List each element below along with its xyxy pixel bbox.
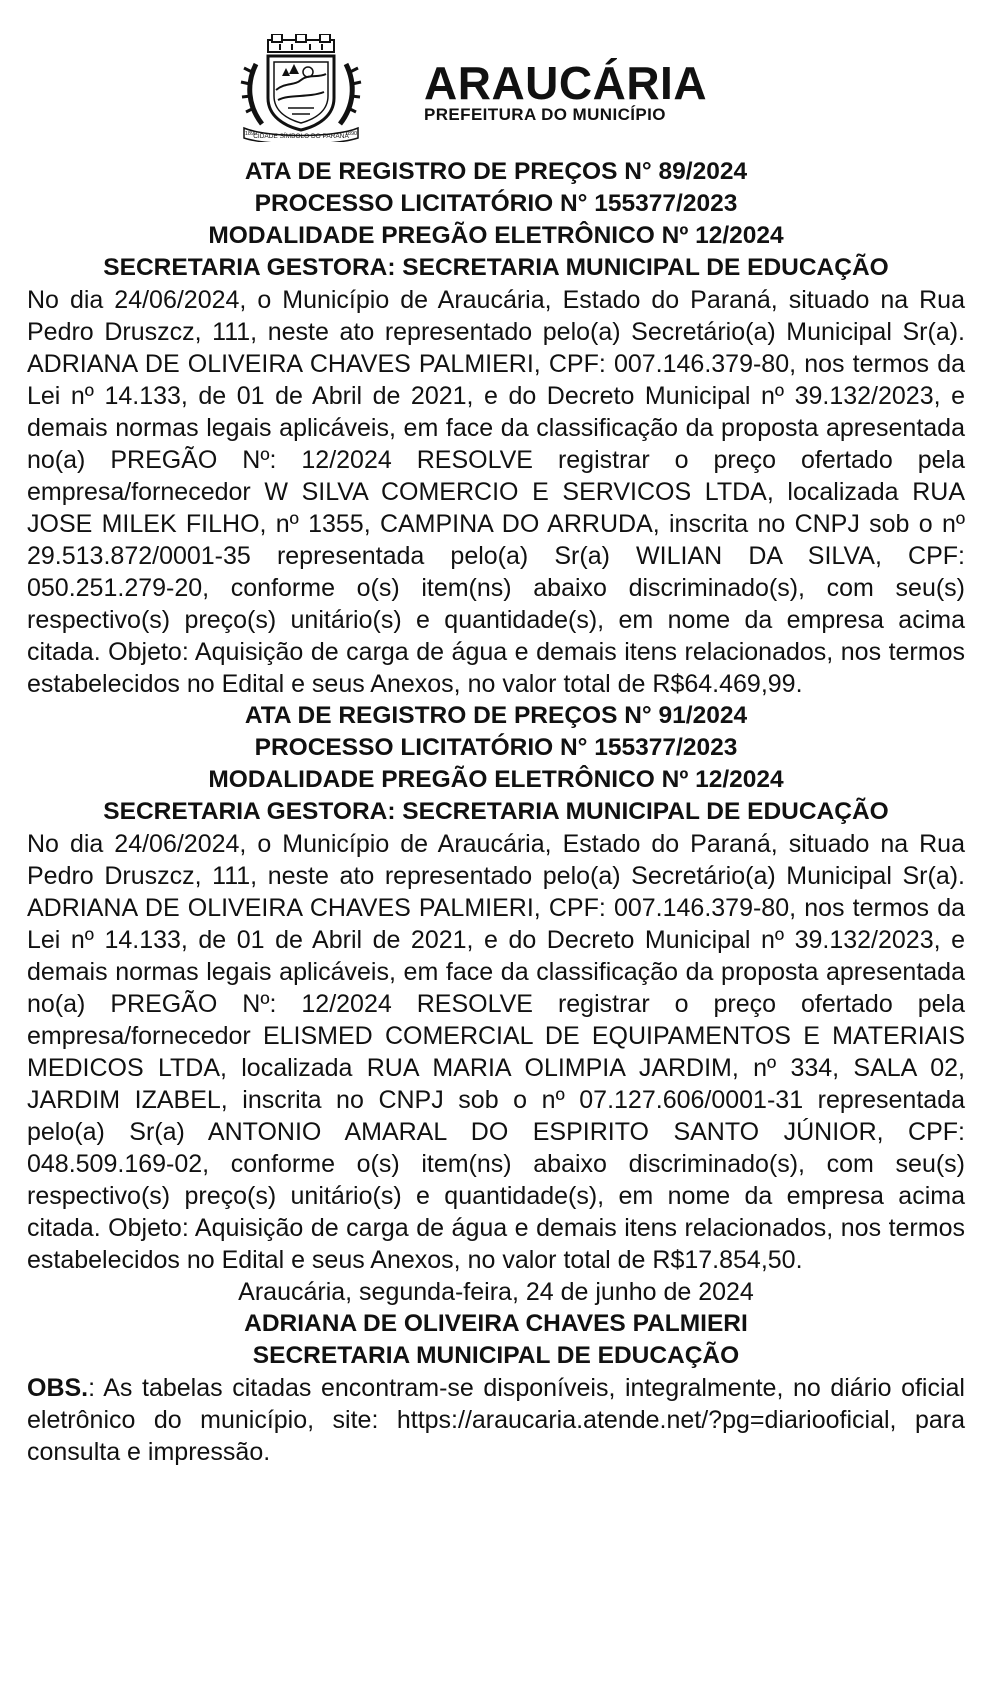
ata-body-text: No dia 24/06/2024, o Município de Araucária, Estado do Paraná, situado na Rua Pedro Druszcz, 111, neste ato representado pelo(a) Secretário(a) Municipal Sr(a). ADRIANA DE OLIVEIRA CHAVES PALMIERI, CPF: 007.146.379-80, nos termos da Lei nº 14.133, de 01 de Abril de 2021, e do Decreto Municipal nº 39.132/2023, e demais normas legais aplicáveis, em face da classificação da proposta apresentada no(a) PREGÃO Nº: 12/2024 RESOLVE registrar o preço ofertado pela empresa/fornecedor W SILVA COMERCIO E SERVICOS LTDA, localizada RUA JOSE MILEK FILHO, nº 1355, CAMPINA DO ARRUDA, inscrita no CNPJ sob o nº 29.513.872/0001-35 representada pelo(a) Sr(a) WILIAN DA SILVA, CPF: 050.251.279-20, conforme o(s) item(ns) abaixo discriminado(s), com seu(s) respectivo(s) preço(s) unitário(s) e quantidade(s), em nome da empresa acima citada. Objeto: Aquisição de carga de água e demais itens relacionados, nos termos estabelecidos no Edital e seus Anexos, no valor total de R$64.469,99. xyxy=(27,286,965,698)
modality: MODALIDADE PREGÃO ELETRÔNICO Nº 12/2024 xyxy=(208,222,784,249)
brand-block xyxy=(424,57,784,124)
document-body xyxy=(27,156,965,1468)
seal-year-left: 1890 xyxy=(244,131,258,137)
ata-title: ATA DE REGISTRO DE PREÇOS N° 89/2024 xyxy=(244,158,748,185)
secretariat: SECRETARIA GESTORA: SECRETARIA MUNICIPAL DE EDUCAÇÃO xyxy=(103,254,889,281)
page-header xyxy=(0,34,992,144)
coat-of-arms-graphic xyxy=(238,34,364,142)
brand-subtitle: PREFEITURA DO MUNICÍPIO xyxy=(424,105,666,124)
signatory-name: ADRIANA DE OLIVEIRA CHAVES PALMIERI xyxy=(244,1310,748,1337)
seal-year-right: 1890 xyxy=(344,131,358,137)
process-number: PROCESSO LICITATÓRIO N° 155377/2023 xyxy=(254,734,738,761)
process-number: PROCESSO LICITATÓRIO N° 155377/2023 xyxy=(254,190,738,217)
place-date: Araucária, segunda-feira, 24 de junho de 2024 xyxy=(238,1278,754,1306)
secretariat: SECRETARIA GESTORA: SECRETARIA MUNICIPAL DE EDUCAÇÃO xyxy=(103,798,889,825)
signatory-role: SECRETARIA MUNICIPAL DE EDUCAÇÃO xyxy=(252,1342,740,1369)
ata-section-89 xyxy=(27,156,965,700)
brand-name: ARAUCÁRIA xyxy=(424,57,708,109)
obs-note xyxy=(27,1372,965,1468)
ata-section-91 xyxy=(27,700,965,1276)
modality: MODALIDADE PREGÃO ELETRÔNICO Nº 12/2024 xyxy=(208,766,784,793)
obs-label: OBS. xyxy=(27,1374,89,1402)
coat-of-arms-icon xyxy=(238,34,364,142)
obs-text: : As tabelas citadas encontram-se disponíveis, integralmente, no diário oficial eletrônico do município, site: https://araucaria.atende.net/?pg=diariooficial, para consulta e impressão. xyxy=(27,1374,965,1466)
ata-title: ATA DE REGISTRO DE PREÇOS N° 91/2024 xyxy=(244,702,748,729)
seal-ribbon-text: CIDADE SÍMBOLO DO PARANÁ xyxy=(253,133,349,140)
ata-body-text: No dia 24/06/2024, o Município de Araucária, Estado do Paraná, situado na Rua Pedro Druszcz, 111, neste ato representado pelo(a) Secretário(a) Municipal Sr(a). ADRIANA DE OLIVEIRA CHAVES PALMIERI, CPF: 007.146.379-80, nos termos da Lei nº 14.133, de 01 de Abril de 2021, e do Decreto Municipal nº 39.132/2023, e demais normas legais aplicáveis, em face da classificação da proposta apresentada no(a) PREGÃO Nº: 12/2024 RESOLVE registrar o preço ofertado pela empresa/fornecedor ELISMED COMERCIAL DE EQUIPAMENTOS E MATERIAIS MEDICOS LTDA, localizada RUA MARIA OLIMPIA JARDIM, nº 334, SALA 02, JARDIM IZABEL, inscrita no CNPJ sob o nº 07.127.606/0001-31 representada pelo(a) Sr(a) ANTONIO AMARAL DO ESPIRITO SANTO JÚNIOR, CPF: 048.509.169-02, conforme o(s) item(ns) abaixo discriminado(s), com seu(s) respectivo(s) preço(s) unitário(s) e quantidade(s), em nome da empresa acima citada. Objeto: Aquisição de carga de água e demais itens relacionados, nos termos estabelecidos no Edital e seus Anexos, no valor total de R$17.854,50. xyxy=(27,830,965,1274)
